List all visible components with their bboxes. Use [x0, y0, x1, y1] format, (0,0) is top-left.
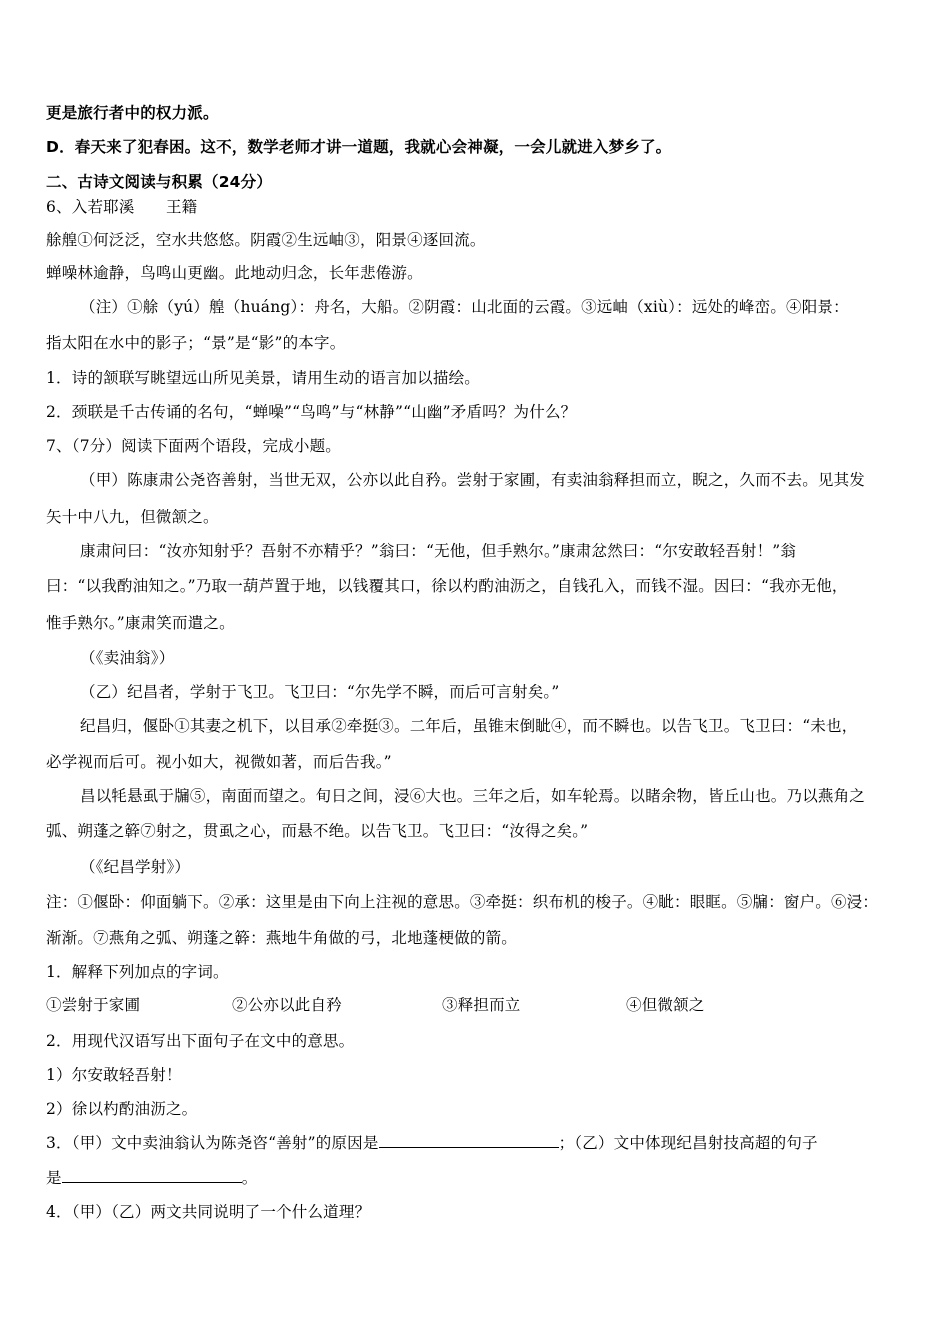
q7-title: 7、（7分）阅读下面两个语段，完成小题。: [46, 437, 341, 455]
q7-sub1: 1．解释下列加点的字词。: [46, 963, 229, 981]
q7-sub2: 2．用现代汉语写出下面句子在文中的意思。: [46, 1032, 355, 1050]
jia-para2-line3: 惟手熟尔。”康肃笑而遣之。: [46, 614, 235, 632]
yi-para3-line2: 弧、朔蓬之簳⑦射之，贯虱之心，而悬不绝。以告飞卫。飞卫曰：“汝得之矣。”: [46, 822, 589, 840]
poem-line-2: 蝉噪林逾静，鸟鸣山更幽。此地动归念，长年悲倦游。: [46, 264, 423, 282]
yi-para2-line1: 纪昌归，偃卧①其妻之机下，以目承②牵挺③。二年后，虽锥末倒眦④，而不瞬也。以告飞卫。飞卫曰：“未也，: [80, 717, 858, 735]
section-heading: 二、古诗文阅读与积累（24分）: [46, 173, 273, 191]
poem-notes-line-1: （注）①艅（yú）艎（huáng）：舟名，大船。②阴霞：山北面的云霞。③远岫（xiù）：远处的峰峦。④阳景：: [80, 298, 849, 316]
jia-source: （《卖油翁》）: [80, 649, 175, 667]
poem-line-1: 艅艎①何泛泛，空水共悠悠。阴霞②生远岫③，阳景④逐回流。: [46, 231, 486, 249]
q7-notes-line2: 渐渐。⑦燕角之弧、朔蓬之簳：燕地牛角做的弓，北地蓬梗做的箭。: [46, 929, 518, 947]
jia-para2-line1: 康肃问曰：“汝亦知射乎？吾射不亦精乎？”翁曰：“无他，但手熟尔。”康肃忿然曰：“尔安敢轻吾射！”翁: [80, 542, 797, 560]
option-item: ②公亦以此自矜: [232, 996, 342, 1014]
q7-sub3-text-3: 是: [46, 1169, 62, 1187]
q7-sub3-text-2: ；（乙）文中体现纪昌射技高超的句子: [558, 1134, 818, 1152]
poem-notes-line-2: 指太阳在水中的影子；“景”是“影”的本字。: [46, 334, 346, 352]
yi-para2-line2: 必学视而后可。视小如大，视微如著，而后告我。”: [46, 753, 392, 771]
option-item: ④但微颔之: [626, 996, 705, 1014]
q6-sub1: 1．诗的颔联写眺望远山所见美景，请用生动的语言加以描绘。: [46, 369, 480, 387]
jia-para2-line2: 曰：“以我酌油知之。”乃取一葫芦置于地，以钱覆其口，徐以杓酌油沥之，自钱孔入，而钱不湿。因曰：“我亦无他，: [46, 577, 848, 595]
yi-para1: （乙）纪昌者，学射于飞卫。飞卫曰：“尔先学不瞬，而后可言射矣。”: [80, 683, 560, 701]
q7-sub2-a: 1）尔安敢轻吾射！: [46, 1066, 182, 1084]
q7-sub1-options: [46, 995, 705, 1015]
q7-sub3-line1: [46, 1133, 818, 1153]
yi-para3-line1: 昌以牦悬虱于牖⑤，南面而望之。旬日之间，浸⑥大也。三年之后，如车轮焉。以睹余物，皆丘山也。乃以燕角之: [80, 787, 866, 805]
q7-sub3-text-4: 。: [241, 1169, 258, 1187]
option-item: ③释担而立: [442, 996, 521, 1014]
q6-title: 6、入若耶溪 王籍: [46, 198, 198, 216]
option-item: ①尝射于家圃: [46, 996, 141, 1014]
q7-notes-line1: 注：①偃卧：仰面躺下。②承：这里是由下向上注视的意思。③牵挺：织布机的梭子。④眦：眼眶。⑤牖：窗户。⑥浸：: [46, 893, 879, 911]
answer-blank-2[interactable]: [62, 1168, 242, 1183]
q7-sub3-line2: [46, 1168, 257, 1188]
answer-blank-1[interactable]: [379, 1133, 559, 1148]
jia-para1-line2: 矢十中八九，但微颔之。: [46, 508, 219, 526]
q7-sub3-text-1: 3．（甲）文中卖油翁认为陈尧咨“善射”的原因是: [46, 1134, 379, 1152]
option-c-tail: 更是旅行者中的权力派。: [46, 104, 219, 122]
option-d: D．春天来了犯春困。这不，数学老师才讲一道题，我就心会神凝，一会儿就进入梦乡了。: [46, 138, 672, 156]
q6-sub2: 2．颈联是千古传诵的名句，“蝉噪”“鸟鸣”与“林静”“山幽”矛盾吗？为什么？: [46, 403, 577, 421]
jia-para1-line1: （甲）陈康肃公尧咨善射，当世无双，公亦以此自矜。尝射于家圃，有卖油翁释担而立，睨之，久而不去。见其发: [80, 471, 866, 489]
yi-source: （《纪昌学射》）: [80, 858, 191, 876]
q7-sub4: 4．（甲）（乙）两文共同说明了一个什么道理？: [46, 1203, 371, 1221]
q7-sub2-b: 2）徐以杓酌油沥之。: [46, 1100, 198, 1118]
